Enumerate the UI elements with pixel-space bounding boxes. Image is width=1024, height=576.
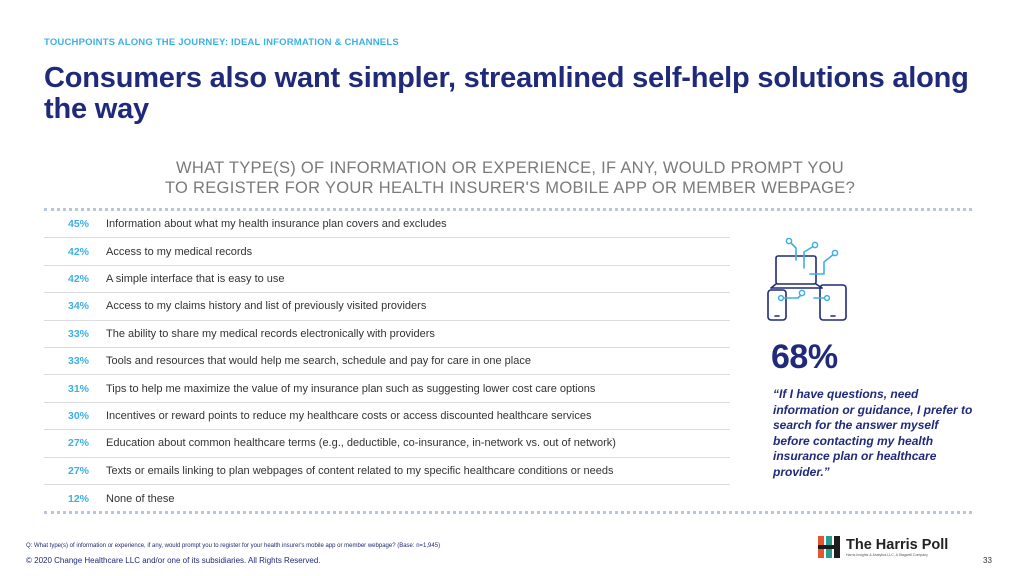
response-percent: 30%	[68, 409, 90, 422]
response-list	[44, 211, 730, 512]
devices-network-icon	[762, 238, 852, 328]
response-percent: 45%	[68, 218, 90, 231]
list-item	[44, 293, 730, 320]
headline-stat: 68%	[771, 338, 838, 376]
survey-question	[140, 158, 880, 198]
response-label: Tips to help me maximize the value of my insurance plan such as suggesting lower cost care options	[106, 382, 596, 395]
list-item	[44, 458, 730, 485]
bottom-dotted-divider	[44, 511, 972, 514]
response-percent: 34%	[68, 300, 90, 313]
list-item	[44, 403, 730, 430]
response-percent: 27%	[68, 437, 90, 450]
eyebrow-label: TOUCHPOINTS ALONG THE JOURNEY: IDEAL INFORMATION & CHANNELS	[44, 37, 399, 48]
list-item	[44, 321, 730, 348]
page-title: Consumers also want simpler, streamlined self-help solutions along the way	[44, 62, 969, 125]
response-percent: 42%	[68, 245, 90, 258]
response-label: Incentives or reward points to reduce my healthcare costs or access discounted healthcare services	[106, 409, 592, 422]
question-line-1: WHAT TYPE(S) OF INFORMATION OR EXPERIENCE, IF ANY, WOULD PROMPT YOU	[176, 159, 844, 177]
stat-quote: “If I have questions, need information or guidance, I prefer to search for the answer myself before contacting my health insurance plan or healthcare provider.”	[773, 387, 973, 479]
response-label: The ability to share my medical records electronically with providers	[106, 327, 435, 340]
response-label: Information about what my health insurance plan covers and excludes	[106, 218, 447, 231]
page-number: 33	[983, 556, 992, 565]
question-line-2: TO REGISTER FOR YOUR HEALTH INSURER'S MOBILE APP OR MEMBER WEBPAGE?	[164, 179, 856, 197]
response-percent: 33%	[68, 355, 90, 368]
response-percent: 27%	[68, 464, 90, 477]
list-item	[44, 430, 730, 457]
harris-poll-logo-icon	[818, 536, 840, 558]
harris-poll-logo	[818, 536, 948, 558]
response-label: Texts or emails linking to plan webpages of content related to my specific healthcare conditions or needs	[106, 464, 614, 477]
response-label: Education about common healthcare terms (e.g., deductible, co-insurance, in-network vs. out of network)	[106, 437, 616, 450]
response-label: None of these	[106, 492, 175, 505]
list-item	[44, 238, 730, 265]
response-label: Access to my claims history and list of previously visited providers	[106, 300, 427, 313]
response-percent: 12%	[68, 492, 90, 505]
response-percent: 33%	[68, 327, 90, 340]
list-item	[44, 266, 730, 293]
logo-name: The Harris Poll	[846, 536, 949, 553]
list-item	[44, 348, 730, 375]
footnote: Q: What type(s) of information or experience, if any, would prompt you to register for your health insurer's mobile app or member webpage? (Base: n=1,945)	[26, 543, 441, 549]
response-percent: 42%	[68, 272, 90, 285]
response-label: A simple interface that is easy to use	[106, 272, 285, 285]
response-label: Tools and resources that would help me search, schedule and pay for care in one place	[106, 355, 531, 368]
logo-subtitle: Harris Insights & Analytics LLC, A Stagwell Company	[846, 552, 928, 557]
response-percent: 31%	[68, 382, 90, 395]
list-item	[44, 211, 730, 238]
list-item	[44, 485, 730, 512]
list-item	[44, 375, 730, 402]
copyright: © 2020 Change Healthcare LLC and/or one of its subsidiaries. All Rights Reserved.	[26, 556, 321, 565]
response-label: Access to my medical records	[106, 245, 253, 258]
